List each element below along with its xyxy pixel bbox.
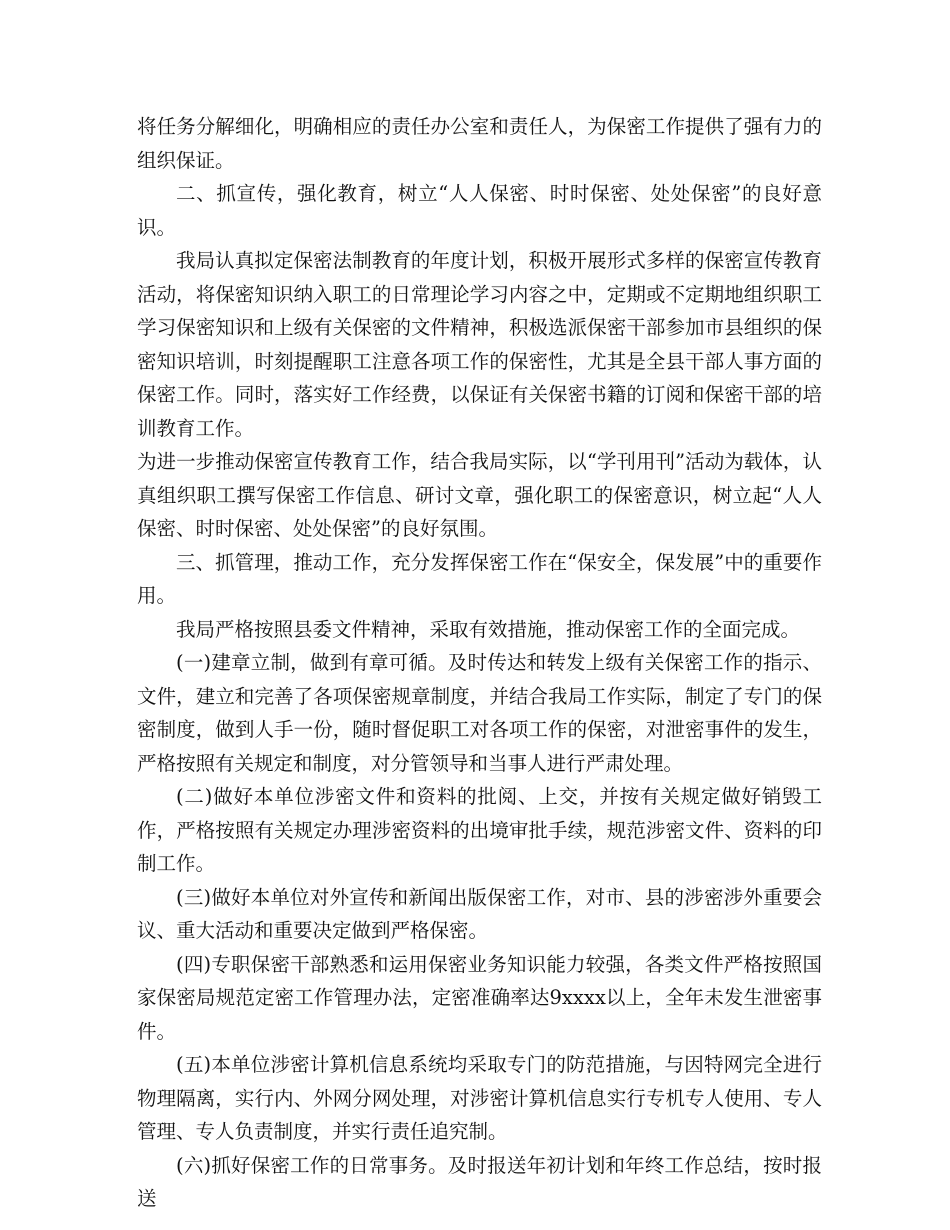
paragraph: 将任务分解细化，明确相应的责任办公室和责任人，为保密工作提供了强有力的组织保证。 — [137, 115, 822, 172]
list-item: (六)抓好保密工作的日常事务。及时报送年初计划和年终工作总结，按时报送 — [137, 1153, 822, 1210]
list-item: (二)做好本单位涉密文件和资料的批阅、上交，并按有关规定做好销毁工作，严格按照有关规定办理涉密资料的出境审批手续，规范涉密文件、资料的印制工作。 — [137, 785, 822, 875]
document-body — [137, 110, 822, 1216]
paragraph: 为进一步推动保密宣传教育工作，结合我局实际，以“学刊用刊”活动为载体，认真组织职工撰写保密工作信息、研讨文章，强化职工的保密意识，树立起“人人保密、时时保密、处处保密”的良好氛围。 — [137, 450, 822, 540]
list-item: (一)建章立制，做到有章可循。及时传达和转发上级有关保密工作的指示、文件，建立和完善了各项保密规章制度，并结合我局工作实际，制定了专门的保密制度，做到人手一份，随时督促职工对各项工作的保密，对泄密事件的发生，严格按照有关规定和制度，对分管领导和当事人进行严肃处理。 — [137, 651, 822, 775]
list-item: (五)本单位涉密计算机信息系统均采取专门的防范措施，与因特网完全进行物理隔离，实行内、外网分网处理，对涉密计算机信息实行专机专人使用、专人管理、专人负责制度，并实行责任追究制。 — [137, 1053, 822, 1143]
paragraph: 我局认真拟定保密法制教育的年度计划，积极开展形式多样的保密宣传教育活动，将保密知识纳入职工的日常理论学习内容之中，定期或不定期地组织职工学习保密知识和上级有关保密的文件精神，积极选派保密干部参加市县组织的保密知识培训，时刻提醒职工注意各项工作的保密性，尤其是全县干部人事方面的保密工作。同时，落实好工作经费，以保证有关保密书籍的订阅和保密干部的培训教育工作。 — [137, 249, 822, 440]
list-item: (四)专职保密干部熟悉和运用保密业务知识能力较强，各类文件严格按照国家保密局规范定密工作管理办法，定密准确率达9xxxx以上，全年未发生泄密事件。 — [137, 952, 822, 1043]
paragraph: 我局严格按照县委文件精神，采取有效措施，推动保密工作的全面完成。 — [176, 617, 801, 641]
section-heading: 二、抓宣传，强化教育，树立“人人保密、时时保密、处处保密”的良好意识。 — [137, 182, 822, 239]
list-item: (三)做好本单位对外宣传和新闻出版保密工作，对市、县的涉密涉外重要会议、重大活动和重要决定做到严格保密。 — [137, 885, 822, 942]
section-heading: 三、抓管理，推动工作，充分发挥保密工作在“保安全，保发展”中的重要作用。 — [137, 550, 822, 607]
